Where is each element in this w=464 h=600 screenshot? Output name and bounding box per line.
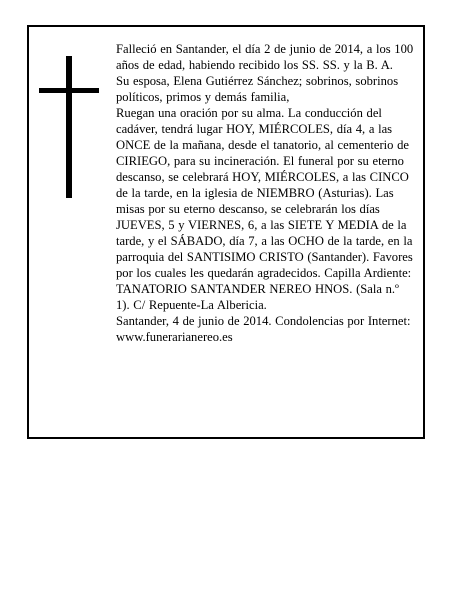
cross-vertical-bar <box>66 56 72 198</box>
cross-icon <box>39 56 99 198</box>
paragraph-date-condolences: Santander, 4 de junio de 2014. Condolencias por Internet: www.funerarianereo.es <box>116 314 411 344</box>
paragraph-ceremonies: Ruegan una oración por su alma. La conducción del cadáver, tendrá lugar HOY, MIÉRCOLES, día 4, a las ONCE de la mañana, desde el tanatorio, al cementerio de CIRIEGO, para su incineración. El funeral por su eterno descanso, se celebrará HOY, MIÉRCOLES, a las CINCO de la tarde, en la iglesia de NIEMBRO (Asturias). Las misas por su eterno descanso, se celebrarán los días JUEVES, 5 y VIERNES, 6, a las SIETE Y MEDIA de la tarde, y el SÁBADO, día 7, a las OCHO de la tarde, en la parroquia del SANTISIMO CRISTO (Santander). Favores por los cuales les quedarán agradecidos. Capilla Ardiente: TANATORIO SANTANDER NEREO HNOS. (Sala n.º 1). C/ Repuente-La Albericia. <box>116 106 413 312</box>
obituary-notice <box>27 25 425 439</box>
cross-horizontal-bar <box>39 88 99 93</box>
paragraph-family: Su esposa, Elena Gutiérrez Sánchez; sobrinos, sobrinos políticos, primos y demás familia, <box>116 74 399 104</box>
notice-text <box>116 41 414 345</box>
paragraph-death-announcement: Falleció en Santander, el día 2 de junio de 2014, a los 100 años de edad, habiendo recibido los SS. SS. y la B. A. <box>116 42 414 72</box>
